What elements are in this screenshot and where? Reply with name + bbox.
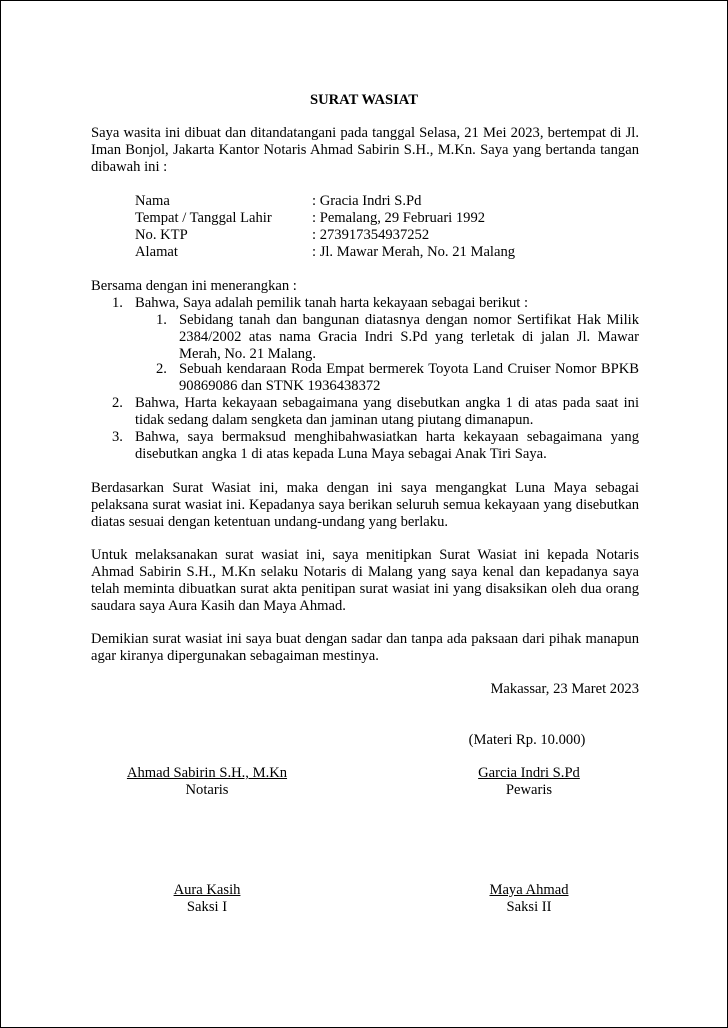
- statement-intro: Bersama dengan ini menerangkan :: [91, 278, 297, 294]
- identity-label: Nama: [135, 193, 170, 209]
- list-item: Bahwa, saya bermaksud menghibahwasiatkan harta kekayaan sebagaimana yang disebutkan angka 1 di atas kepada Luna Maya sebagai Anak Tiri Saya.: [135, 429, 639, 462]
- list-item: Bahwa, Saya adalah pemilik tanah harta kekayaan sebagai berikut :: [135, 295, 529, 311]
- witness2-name: Maya Ahmad: [489, 882, 569, 898]
- witness1-role: Saksi I: [186, 899, 228, 915]
- list-item: Bahwa, Harta kekayaan sebagaimana yang disebutkan angka 1 di atas pada saat ini tidak sedang dalam sengketa dan jaminan utang piutang dimanapun.: [135, 395, 639, 428]
- notary-name: Ahmad Sabirin S.H., M.Kn: [126, 765, 288, 781]
- identity-label: Tempat / Tanggal Lahir: [135, 210, 272, 226]
- list-item-number: 3.: [112, 429, 123, 445]
- identity-value: : Gracia Indri S.Pd: [312, 193, 422, 209]
- list-item-number: 2.: [112, 395, 123, 411]
- identity-value: : Pemalang, 29 Februari 1992: [312, 210, 486, 226]
- list-item-number: 1.: [112, 295, 123, 311]
- sublist-item: Sebidang tanah dan bangunan diatasnya dengan nomor Sertifikat Hak Milik 2384/2002 atas nama Gracia Indri S.Pd yang terletak di jalan Jl. Mawar Merah, No. 21 Malang.: [179, 312, 639, 362]
- sublist-item-number: 2.: [156, 361, 167, 377]
- place-date: Makassar, 23 Maret 2023: [490, 681, 639, 697]
- identity-label: No. KTP: [135, 227, 188, 243]
- stamp-duty-note: (Materi Rp. 10.000): [468, 732, 586, 748]
- identity-value: : Jl. Mawar Merah, No. 21 Malang: [312, 244, 516, 260]
- identity-row: [135, 210, 635, 227]
- sublist-item: Sebuah kendaraan Roda Empat bermerek Toyota Land Cruiser Nomor BPKB 90869086 dan STNK 1936438372: [179, 361, 639, 394]
- identity-row: [135, 244, 635, 261]
- sublist-item-number: 1.: [156, 312, 167, 328]
- witness2-signature: [409, 882, 649, 916]
- witness2-role: Saksi II: [506, 899, 552, 915]
- closing-paragraph: Demikian surat wasiat ini saya buat dengan sadar dan tanpa ada paksaan dari pihak manapun agar kiranya dipergunakan sebagaiman mestinya.: [91, 631, 639, 664]
- executor-paragraph: Berdasarkan Surat Wasiat ini, maka dengan ini saya mengangkat Luna Maya sebagai pelaksana surat wasiat ini. Kepadanya saya berikan seluruh semua kekayaan yang disebutkan diatas sesuai dengan ketentuan undang-undang yang berlaku.: [91, 480, 639, 530]
- witness1-signature: [87, 882, 327, 916]
- testator-role: Pewaris: [505, 782, 553, 798]
- testator-name: Garcia Indri S.Pd: [478, 765, 580, 781]
- identity-value: : 273917354937252: [312, 227, 430, 243]
- identity-row: [135, 193, 635, 210]
- document-title: SURAT WASIAT: [309, 92, 418, 108]
- witness1-name: Aura Kasih: [173, 882, 241, 898]
- notary-paragraph: Untuk melaksanakan surat wasiat ini, saya menitipkan Surat Wasiat ini kepada Notaris Ahmad Sabirin S.H., M.Kn selaku Notaris di Malang yang saya kenal dan kepadanya saya telah meminta dibuatkan surat akta penitipan surat wasiat ini yang disaksikan oleh dua orang saudara saya Aura Kasih dan Maya Ahmad.: [91, 547, 639, 614]
- notary-role: Notaris: [185, 782, 229, 798]
- notary-signature: [87, 765, 327, 799]
- identity-row: [135, 227, 635, 244]
- identity-label: Alamat: [135, 244, 178, 260]
- opening-paragraph: Saya wasita ini dibuat dan ditandatangani pada tanggal Selasa, 21 Mei 2023, bertempat di Jl. Iman Bonjol, Jakarta Kantor Notaris Ahmad Sabirin S.H., M.Kn. Saya yang bertanda tangan dibawah ini :: [91, 125, 639, 175]
- testator-signature: [409, 765, 649, 799]
